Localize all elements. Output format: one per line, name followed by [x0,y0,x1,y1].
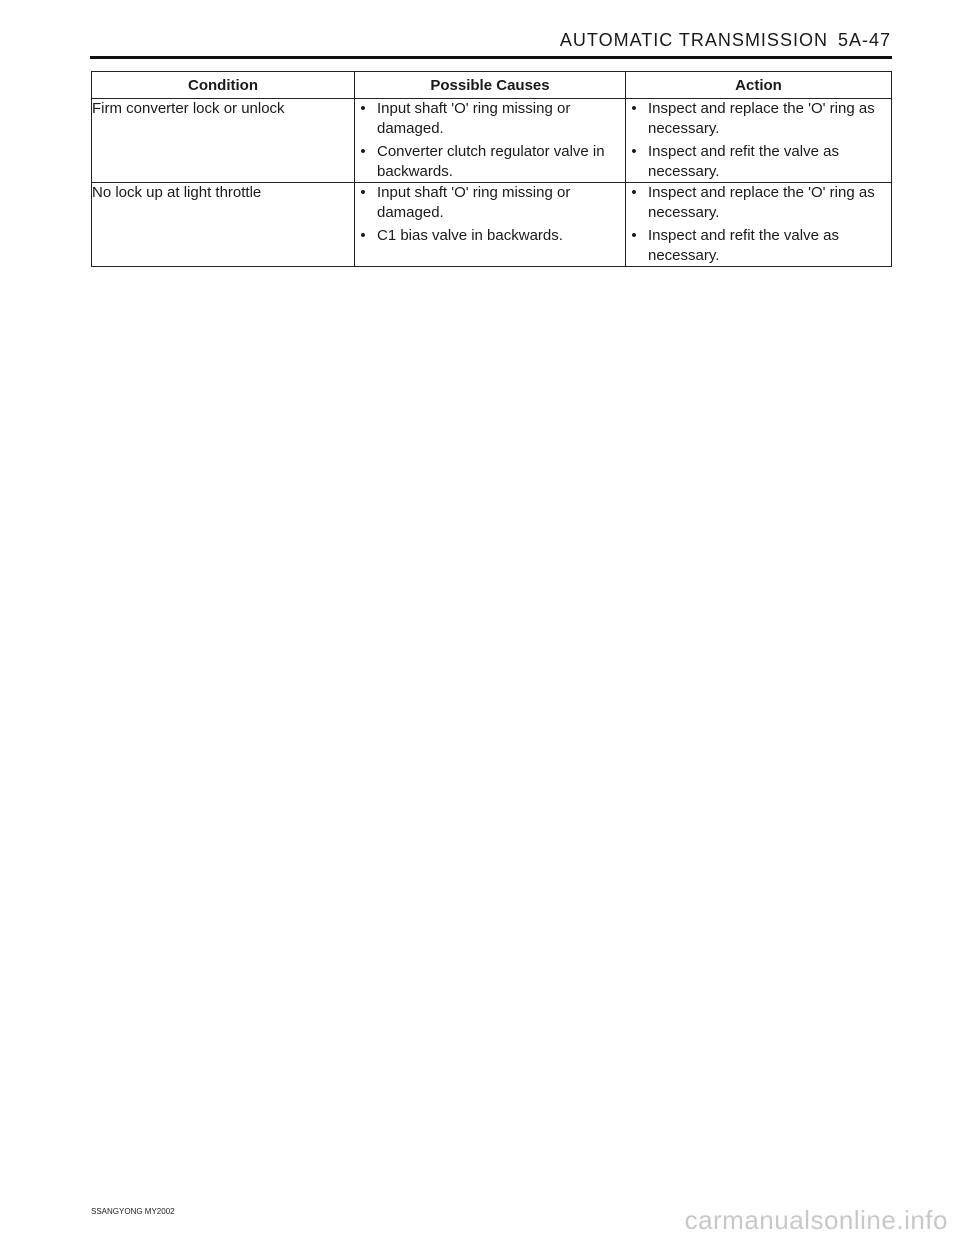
list-item [626,142,891,182]
causes-list [355,183,625,246]
bullet-icon: • [360,143,366,160]
action-text: Inspect and refit the valve as necessary. [648,227,839,264]
action-text: Inspect and replace the 'O' ring as necessary. [648,100,875,137]
bullet-icon: • [360,227,366,244]
column-header-possible-causes: Possible Causes [355,72,626,99]
action-text: Inspect and refit the valve as necessary. [648,143,839,180]
causes-list [355,99,625,182]
page-number: 5A-47 [837,30,891,50]
column-header-action: Action [626,72,892,99]
list-item [355,142,625,182]
causes-cell [355,183,626,267]
list-item [355,99,625,139]
list-item [626,183,891,223]
troubleshooting-table [91,71,892,267]
actions-list [626,99,891,182]
page-title [560,30,891,51]
bullet-icon: • [631,184,637,201]
list-item [626,99,891,139]
cause-text: Converter clutch regulator valve in backwards. [377,143,605,180]
cause-text: Input shaft 'O' ring missing or damaged. [377,184,571,221]
action-text: Inspect and replace the 'O' ring as necessary. [648,184,875,221]
cause-text: Input shaft 'O' ring missing or damaged. [377,100,571,137]
action-cell [626,99,892,183]
list-item [355,183,625,223]
bullet-icon: • [360,100,366,117]
watermark: carmanualsonline.info [684,1205,948,1235]
cause-text: C1 bias valve in backwards. [377,227,563,244]
condition-cell: Firm converter lock or unlock [92,99,355,183]
table-row [92,99,892,183]
column-header-condition: Condition [92,72,355,99]
bullet-icon: • [631,227,637,244]
bullet-icon: • [631,143,637,160]
page-header [90,26,892,59]
list-item [355,226,625,246]
causes-cell [355,99,626,183]
section-title: AUTOMATIC TRANSMISSION [559,30,828,50]
bullet-icon: • [360,184,366,201]
action-cell [626,183,892,267]
list-item [626,226,891,266]
table-row [92,183,892,267]
actions-list [626,183,891,266]
table-header-row [92,72,892,99]
bullet-icon: • [631,100,637,117]
page-footer: SSANGYONG MY2002 [91,1207,175,1216]
condition-cell: No lock up at light throttle [92,183,355,267]
